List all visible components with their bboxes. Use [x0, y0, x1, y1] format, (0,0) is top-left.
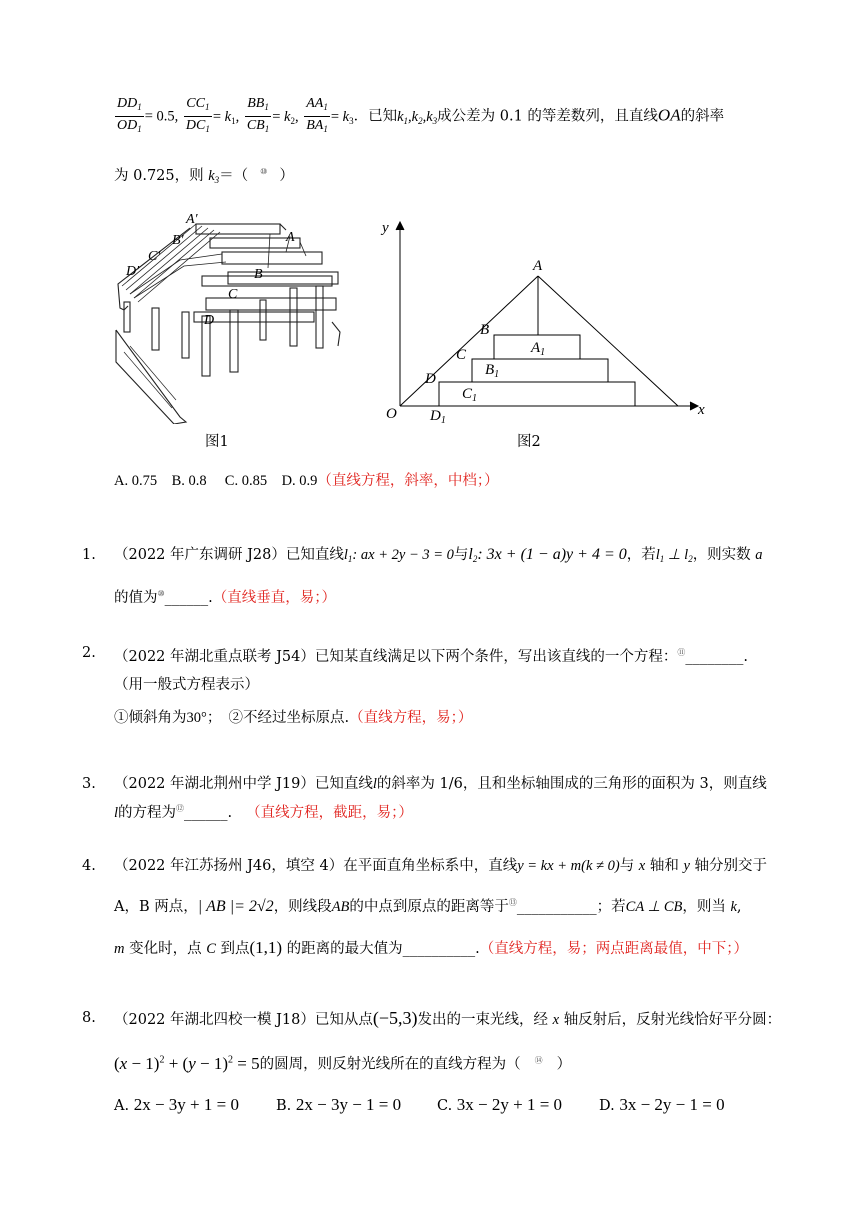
question-4-line-1: （2022 年江苏扬州 J46，填空 4）在平面直角坐标系中，直线y = kx + m(k ≠ 0)与 x 轴和 y 轴分别交于 — [114, 858, 767, 874]
svg-text:O: O — [386, 406, 397, 422]
svg-text:A1: $A_1$ — [531, 340, 546, 358]
difficulty-tag: （直线方程，易；两点距离最值，中下；） — [479, 941, 749, 957]
question-number: 2. — [82, 645, 96, 661]
svg-text:D: D — [425, 371, 436, 387]
question-number: 8. — [82, 1010, 96, 1026]
question-number: 4. — [82, 858, 96, 874]
svg-text:B: B — [254, 267, 263, 282]
question-number: 3. — [82, 776, 96, 792]
question-prompt-line: 为 0.725，则 $k_3=$（ ⑩ ） — [114, 167, 294, 185]
question-3-line-1: （2022 年湖北荆州中学 J19）已知直线l的斜率为 1/6，且和坐标轴围成的三角形的面积为 3，则直线 — [114, 776, 767, 792]
svg-text:D: D — [204, 313, 215, 328]
svg-text:A: A — [533, 258, 543, 274]
difficulty-tag: （直线方程，斜率，中档；） — [317, 473, 499, 489]
svg-text:C1: $C_1$ — [462, 386, 478, 404]
question-3-line-2: l的方程为⑫______. （直线方程，截距，易；） — [114, 804, 413, 821]
figure-1-caption: 图1 — [205, 434, 229, 450]
svg-text:B′: B′ — [172, 233, 184, 248]
top-options: A. 0.75 B. 0.8 C. 0.85 D. 0.9（直线方程，斜率，中档；） — [114, 473, 499, 489]
svg-text:C: C — [456, 347, 467, 363]
question-2-line-2: （用一般式方程表示） — [114, 677, 259, 693]
question-1-line-2: 的值为⑩______.（直线垂直，易；） — [114, 589, 337, 606]
difficulty-tag: （直线方程，截距，易；） — [246, 805, 413, 821]
svg-text:C′: C′ — [148, 249, 161, 264]
svg-text:B: B — [480, 322, 490, 338]
svg-text:B1: $B_1$ — [485, 362, 500, 380]
question-4-line-3: m 变化时，点 C 到点(1,1) 的距离的最大值为__________.（直线方程，易；两点距离最值，中下；） — [114, 938, 749, 957]
question-number: 1. — [82, 547, 96, 563]
figure-2-caption: 图2 — [517, 434, 541, 450]
figure-2-coordinate-diagram — [376, 214, 716, 428]
svg-text:x: x — [698, 402, 705, 418]
question-2-line-1: （2022 年湖北重点联考 J54）已知某直线满足以下两个条件，写出该直线的一个方程：⑪________. — [114, 648, 748, 665]
option-c: C. 3x − 2y + 1 = 0 — [437, 1095, 563, 1114]
figure-1-building — [110, 212, 350, 424]
svg-text:A′: A′ — [186, 212, 198, 227]
question-1-line-1: （2022 年广东调研 J28）已知直线$l_1$: ax + 2y − 3 = 0与$l_2$: 3x + (1 − a)y + 4 = 0，若$l_1$ ⊥ $l_2$，则实数 a — [114, 546, 763, 564]
question-8-line-1: （2022 年湖北四校一模 J18）已知从点(−5,3)发出的一束光线，经 x 轴反射后，反射光线恰好平分圆： — [114, 1008, 782, 1028]
svg-text:y: y — [382, 220, 389, 236]
option-d: D. 3x − 2y − 1 = 0 — [599, 1095, 725, 1114]
question-4-line-2: A，B 两点，| AB |= 2√2，则线段AB的中点到原点的距离等于⑬___________；若CA ⊥ CB，则当 k, — [114, 898, 742, 915]
svg-text:A: A — [286, 230, 295, 245]
question-2-line-3: ①倾斜角为30°； ②不经过坐标原点.（直线方程，易；） — [114, 710, 473, 726]
option-b: B. 2x − 3y − 1 = 0 — [276, 1095, 402, 1114]
difficulty-tag: （直线方程，易；） — [349, 710, 473, 726]
svg-text:D1: $D_1$ — [430, 408, 446, 426]
question-8-line-2: $(x - 1)^2 + (y - 1)^2 = 5$的圆周，则反射光线所在的直线方程为（ ⑭ ） — [114, 1053, 572, 1073]
svg-text:C: C — [228, 287, 238, 302]
ratio-formula-line: $\frac{DD_1}{OD_1}$ = 0.5, $\frac{CC_1}{DC_1}$ = $k_1$, $\frac{BB_1}{CB_1}$ = $k_2$, $\frac{AA_1}{BA_1}$ = $k_3$．已知$k_1,k_2,k_3$成公差为 0.1 的等差数列，且直线OA的斜率 — [117, 96, 725, 134]
difficulty-tag: （直线垂直，易；） — [212, 590, 337, 606]
option-a: A. 2x − 3y + 1 = 0 — [114, 1095, 239, 1114]
svg-text:D′: D′ — [126, 264, 140, 279]
